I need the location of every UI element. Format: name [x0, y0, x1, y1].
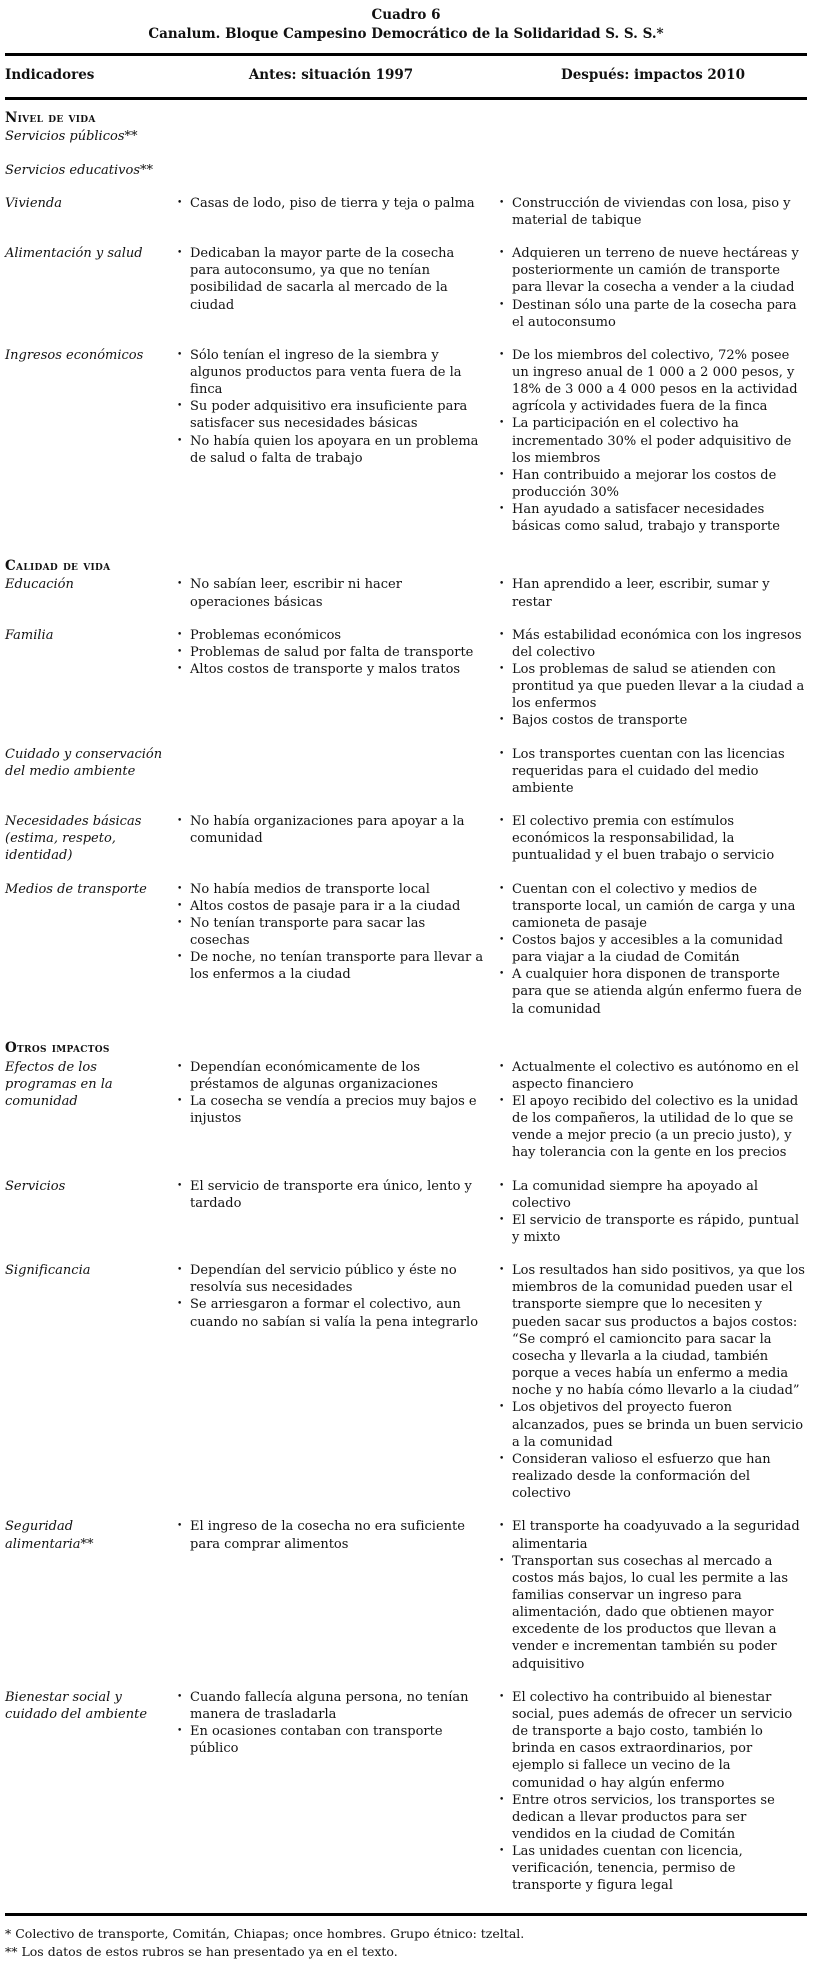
bullet-item — [177, 1296, 485, 1330]
indicator-cell — [5, 1518, 163, 1672]
before-cell — [177, 195, 485, 229]
bullet-item — [177, 1689, 485, 1723]
after-cell — [499, 813, 807, 864]
bullet-icon: • — [499, 1061, 505, 1072]
indicator-cell — [5, 881, 163, 1018]
bullet-text: No sabían leer, escribir ni hacer operaciones básicas — [190, 577, 402, 610]
table-footnotes — [5, 1913, 807, 1963]
bullet-item — [177, 576, 485, 610]
bullet-item — [499, 1792, 807, 1843]
bullet-icon: • — [499, 1846, 505, 1857]
bullet-item — [499, 1553, 807, 1673]
bullet-icon: • — [499, 816, 505, 827]
column-header-indicadores: Indicadores — [5, 66, 95, 83]
after-cell — [499, 162, 807, 179]
after-cell — [499, 1518, 807, 1672]
bullet-text: Consideran valioso el esfuerzo que han realizado desde la conformación del colectivo — [512, 1451, 771, 1502]
bullet-icon: • — [499, 663, 505, 674]
bullet-item — [177, 1178, 485, 1212]
bullet-text: Actualmente el colectivo es autónomo en el aspecto financiero — [512, 1059, 799, 1092]
bullet-text: Han aprendido a leer, escribir, sumar y restar — [512, 577, 770, 610]
bullet-item — [499, 627, 807, 661]
bullet-text: Se arriesgaron a formar el colectivo, aun cuando no sabían si valía la pena integrarlo — [190, 1297, 479, 1330]
bullet-item — [499, 415, 807, 466]
bullet-item — [177, 1059, 485, 1093]
indicator-cell — [5, 1262, 163, 1502]
bullet-item — [499, 881, 807, 932]
bullet-item — [177, 915, 485, 949]
bullet-item — [177, 1723, 485, 1757]
bullet-item — [177, 398, 485, 432]
bullet-item — [499, 661, 807, 712]
bullet-text: Sólo tenían el ingreso de la siembra y algunos productos para venta fuera de la finca — [190, 347, 462, 398]
before-cell — [177, 576, 485, 610]
bullet-text: De los miembros del colectivo, 72% posee un ingreso anual de 1 000 a 2 000 pesos, y 18% de 3 000 a 4 000 pesos en la actividad agrícola y actividades fuera de la finca — [512, 347, 798, 415]
table-row-servicios-publicos — [5, 128, 807, 145]
bullet-item — [499, 1262, 807, 1399]
bullet-text: Han ayudado a satisfacer necesidades básicas como salud, trabajo y transporte — [512, 502, 780, 535]
bullet-text: Los resultados han sido positivos, ya que los miembros de la comunidad pueden usar el transporte siempre que lo necesiten y pueden sacar sus productos a bajos costos: “Se compró el camioncito para sacar la cosecha y llevarla a la ciudad, también porque a veces había un enfermo a media noche y no había cómo llevarlo a la ciudad” — [512, 1263, 805, 1399]
bullet-icon: • — [177, 1095, 183, 1106]
indicator-label: Servicios públicos** — [5, 129, 138, 145]
table-row-seguridad-alimentaria — [5, 1518, 807, 1672]
bullet-icon: • — [499, 1691, 505, 1702]
indicator-cell — [5, 1689, 163, 1895]
indicator-cell — [5, 245, 163, 331]
table-row-educacion — [5, 576, 807, 610]
bullet-text: El servicio de transporte es rápido, puntual y mixto — [512, 1212, 799, 1245]
bullet-item — [499, 1093, 807, 1162]
indicator-cell — [5, 1059, 163, 1162]
bullet-item — [499, 297, 807, 331]
table-row-necesidades-basicas — [5, 813, 807, 864]
bullet-text: Costos bajos y accesibles a la comunidad para viajar a la ciudad de Comitán — [512, 933, 783, 966]
bullet-item — [499, 1399, 807, 1450]
bullet-text: No tenían transporte para sacar las cosechas — [190, 915, 426, 948]
before-cell — [177, 1059, 485, 1162]
table-row-ingresos-economicos — [5, 347, 807, 536]
bullet-text: Problemas de salud por falta de transporte — [190, 644, 474, 660]
bullet-item — [177, 881, 485, 898]
bullet-item — [177, 898, 485, 915]
after-cell — [499, 576, 807, 610]
bullet-icon: • — [177, 197, 183, 208]
bullet-item — [177, 1262, 485, 1296]
bullet-text: La cosecha se vendía a precios muy bajos e injustos — [190, 1093, 477, 1127]
table-row-cuidado-medio-ambiente — [5, 746, 807, 797]
bullet-text: El colectivo premia con estímulos económicos la responsabilidad, la puntualidad y el buen trabajo o servicio — [512, 814, 775, 864]
after-cell — [499, 1059, 807, 1162]
before-cell — [177, 1518, 485, 1672]
bullet-icon: • — [177, 401, 183, 412]
bullet-icon: • — [499, 1794, 505, 1805]
indicator-label: Seguridad alimentaria** — [5, 1519, 94, 1552]
bullet-icon: • — [177, 579, 183, 590]
bullet-item — [177, 195, 485, 212]
table-row-significancia — [5, 1262, 807, 1502]
bullet-item — [177, 347, 485, 398]
after-cell — [499, 746, 807, 797]
bullet-icon: • — [499, 579, 505, 590]
bullet-item — [499, 813, 807, 864]
bullet-text: Dependían del servicio público y éste no resolvía sus necesidades — [190, 1263, 457, 1296]
indicator-label: Servicios — [5, 1178, 66, 1194]
bullet-item — [499, 1451, 807, 1502]
table-row-vivienda — [5, 195, 807, 229]
bullet-icon: • — [177, 349, 183, 360]
bullet-text: Destinan sólo una parte de la cosecha para el autoconsumo — [512, 297, 797, 330]
bullet-icon: • — [177, 663, 183, 674]
table-row-medios-de-transporte — [5, 881, 807, 1018]
bullet-item — [499, 966, 807, 1017]
bullet-text: Las unidades cuentan con licencia, verificación, tenencia, permiso de transporte y figura legal — [512, 1844, 743, 1894]
bullet-item — [177, 1093, 485, 1127]
bullet-item — [499, 1178, 807, 1212]
bullet-item — [499, 576, 807, 610]
bullet-icon: • — [177, 900, 183, 911]
indicator-cell — [5, 576, 163, 610]
bullet-icon: • — [499, 1265, 505, 1276]
bullet-item — [177, 949, 485, 983]
bullet-icon: • — [177, 1180, 183, 1191]
bullet-item — [499, 347, 807, 416]
indicator-label: Cuidado y conservación del medio ambiente — [5, 746, 163, 779]
indicator-label: Efectos de los programas en la comunidad — [5, 1059, 113, 1109]
bullet-item — [177, 433, 485, 467]
after-cell — [499, 1262, 807, 1502]
bullet-text: Adquieren un terreno de nueve hectáreas y posteriormente un camión de transporte para llevar la cosecha a vender a la ciudad — [512, 246, 799, 296]
bullet-text: No había medios de transporte local — [190, 881, 430, 897]
bullet-text: El transporte ha coadyuvado a la seguridad alimentaria — [512, 1519, 800, 1552]
table-caption — [5, 4, 807, 53]
bullet-icon: • — [499, 1453, 505, 1464]
indicator-cell — [5, 627, 163, 730]
column-header-row — [5, 56, 807, 97]
table-body — [5, 100, 807, 1895]
bullet-icon: • — [499, 1095, 505, 1106]
bullet-item — [499, 1212, 807, 1246]
table-title: Canalum. Bloque Campesino Democrático de la Solidaridad S. S. S.* — [148, 25, 664, 42]
bullet-icon: • — [499, 883, 505, 894]
indicator-label: Necesidades básicas (estima, respeto, identidad) — [5, 814, 142, 864]
bullet-icon: • — [177, 1061, 183, 1072]
before-cell — [177, 347, 485, 536]
bullet-icon: • — [177, 646, 183, 657]
bullet-icon: • — [177, 1265, 183, 1276]
bullet-item — [499, 1059, 807, 1093]
bullet-text: Problemas económicos — [190, 627, 342, 643]
bullet-item — [499, 1518, 807, 1552]
indicator-cell — [5, 195, 163, 229]
bullet-icon: • — [177, 248, 183, 259]
bullet-item — [499, 746, 807, 797]
bullet-text: Entre otros servicios, los transportes se dedican a llevar productos para ser vendidos en la ciudad de Comitán — [512, 1792, 775, 1842]
bullet-icon: • — [499, 1402, 505, 1413]
bullet-text: Altos costos de transporte y malos tratos — [190, 661, 461, 677]
table-row-familia — [5, 627, 807, 730]
bullet-text: Cuando fallecía alguna persona, no tenían manera de trasladarla — [190, 1689, 469, 1722]
indicator-label: Alimentación y salud — [5, 246, 143, 262]
section-heading-calidad-de-vida: Calidad de vida — [5, 557, 111, 574]
bullet-icon: • — [499, 969, 505, 980]
bullet-text: Cuentan con el colectivo y medios de transporte local, un camión de carga y una camioneta de pasaje — [512, 881, 796, 931]
bullet-text: Los objetivos del proyecto fueron alcanzados, pues se brinda un buen servicio a la comunidad — [512, 1400, 804, 1450]
table-number: Cuadro 6 — [371, 7, 441, 23]
after-cell — [499, 1689, 807, 1895]
bullet-item — [177, 813, 485, 847]
indicator-cell — [5, 813, 163, 864]
before-cell — [177, 1689, 485, 1895]
before-cell — [177, 881, 485, 1018]
bullet-icon: • — [499, 1555, 505, 1566]
bullet-icon: • — [499, 1214, 505, 1225]
bullet-item — [499, 245, 807, 296]
column-header-antes: Antes: situación 1997 — [248, 66, 414, 83]
bullet-item — [499, 195, 807, 229]
bullet-icon: • — [499, 1521, 505, 1532]
bullet-item — [499, 932, 807, 966]
bullet-icon: • — [499, 504, 505, 515]
indicator-label: Servicios educativos** — [5, 162, 154, 178]
table-row-bienestar-social — [5, 1689, 807, 1895]
after-cell — [499, 195, 807, 229]
bullet-icon: • — [499, 1180, 505, 1191]
bullet-text: El servicio de transporte era único, lento y tardado — [190, 1178, 472, 1211]
bullet-item — [177, 661, 485, 678]
bullet-item — [177, 1518, 485, 1552]
bullet-item — [499, 1843, 807, 1894]
bullet-icon: • — [177, 816, 183, 827]
bullet-icon: • — [499, 715, 505, 726]
bullet-icon: • — [499, 349, 505, 360]
bullet-text: Dependían económicamente de los préstamos de algunas organizaciones — [190, 1059, 438, 1092]
bullet-text: El colectivo ha contribuido al bienestar social, pues además de ofrecer un servicio de transporte a bajo costo, también lo brinda en casos extraordinarios, por ejemplo si fallece un vecino de la comunidad o hay algún enfermo — [512, 1689, 793, 1791]
bullet-icon: • — [177, 1726, 183, 1737]
bullet-icon: • — [499, 197, 505, 208]
before-cell — [177, 128, 485, 145]
bullet-item — [177, 644, 485, 661]
bullet-text: En ocasiones contaban con transporte público — [190, 1724, 443, 1757]
bullet-text: Altos costos de pasaje para ir a la ciudad — [190, 898, 461, 914]
bullet-icon: • — [499, 469, 505, 480]
before-cell — [177, 1262, 485, 1502]
bullet-icon: • — [177, 1691, 183, 1702]
bullet-text: De noche, no tenían transporte para llevar a los enfermos a la ciudad — [190, 950, 484, 983]
bullet-icon: • — [499, 418, 505, 429]
indicator-label: Educación — [5, 577, 74, 593]
footnote-asterisk: * Colectivo de transporte, Comitán, Chiapas; once hombres. Grupo étnico: tzeltal. — [5, 1925, 525, 1941]
indicator-label: Ingresos económicos — [5, 347, 144, 363]
table-row-servicios — [5, 1178, 807, 1247]
after-cell — [499, 245, 807, 331]
bullet-text: Han contribuido a mejorar los costos de producción 30% — [512, 467, 777, 501]
before-cell — [177, 245, 485, 331]
bullet-text: Dedicaban la mayor parte de la cosecha para autoconsumo, ya que no tenían posibilidad de sacarla al mercado de la ciudad — [190, 246, 455, 313]
bullet-item — [177, 627, 485, 644]
before-cell — [177, 1178, 485, 1247]
bullet-text: La comunidad siempre ha apoyado al colectivo — [512, 1178, 759, 1211]
table-row-servicios-educativos — [5, 162, 807, 179]
section-heading-nivel-de-vida: Nivel de vida — [5, 109, 96, 126]
before-cell — [177, 813, 485, 864]
indicator-cell — [5, 746, 163, 797]
bullet-item — [499, 712, 807, 729]
bullet-icon: • — [499, 748, 505, 759]
indicator-cell — [5, 347, 163, 536]
bullet-text: Más estabilidad económica con los ingresos del colectivo — [512, 627, 802, 660]
bullet-item — [499, 501, 807, 535]
bullet-text: No había quien los apoyara en un problema de salud o falta de trabajo — [190, 433, 479, 466]
bullet-text: La participación en el colectivo ha incrementado 30% el poder adquisitivo de los miembros — [512, 416, 792, 466]
bullet-text: Construcción de viviendas con losa, piso y material de tabique — [512, 195, 791, 228]
bullet-text: A cualquier hora disponen de transporte para que se atienda algún enfermo fuera de la comunidad — [512, 967, 802, 1017]
bullet-text: No había organizaciones para apoyar a la comunidad — [190, 814, 465, 847]
bullet-icon: • — [177, 629, 183, 640]
bullet-text: Los problemas de salud se atienden con prontitud ya que pueden llevar a la ciudad a los enfermos — [512, 661, 805, 712]
bullet-item — [499, 1689, 807, 1792]
bullet-icon: • — [499, 629, 505, 640]
bullet-icon: • — [177, 435, 183, 446]
section-heading-otros-impactos: Otros impactos — [5, 1039, 110, 1056]
after-cell — [499, 347, 807, 536]
indicator-label: Bienestar social y cuidado del ambiente — [5, 1689, 148, 1722]
indicator-cell — [5, 128, 163, 145]
indicator-label: Vivienda — [5, 195, 62, 211]
footnote-double-asterisk: ** Los datos de estos rubros se han presentado ya en el texto. — [5, 1944, 398, 1960]
bullet-icon: • — [177, 1299, 183, 1310]
after-cell — [499, 128, 807, 145]
after-cell — [499, 627, 807, 730]
bullet-icon: • — [177, 883, 183, 894]
bullet-icon: • — [177, 952, 183, 963]
table-row-efectos-programas — [5, 1059, 807, 1162]
bullet-text: Casas de lodo, piso de tierra y teja o palma — [190, 195, 475, 211]
before-cell — [177, 746, 485, 797]
bullet-icon: • — [177, 1521, 183, 1532]
bullet-text: El apoyo recibido del colectivo es la unidad de los compañeros, la utilidad de lo que se vende a mejor precio (a un precio justo), y hay tolerancia con la gente en los precios — [512, 1093, 799, 1161]
bullet-text: Transportan sus cosechas al mercado a costos más bajos, lo cual les permite a las familias conservar un ingreso para alimentación, dado que obtienen mayor excedente de los productos que llevan a vender e incrementan también su poder adquisitivo — [512, 1553, 789, 1672]
indicator-label: Familia — [5, 627, 54, 643]
bullet-text: Bajos costos de transporte — [512, 713, 688, 729]
indicator-label: Medios de transporte — [5, 881, 147, 897]
after-cell — [499, 881, 807, 1018]
before-cell — [177, 627, 485, 730]
bullet-text: Su poder adquisitivo era insuficiente para satisfacer sus necesidades básicas — [190, 399, 468, 432]
before-cell — [177, 162, 485, 179]
bullet-item — [499, 467, 807, 501]
column-header-despues: Después: impactos 2010 — [561, 66, 745, 83]
bullet-icon: • — [177, 917, 183, 928]
bullet-icon: • — [499, 299, 505, 310]
bullet-text: Los transportes cuentan con las licencias requeridas para el cuidado del medio ambiente — [512, 746, 785, 796]
after-cell — [499, 1178, 807, 1247]
indicator-cell — [5, 162, 163, 179]
bullet-item — [177, 245, 485, 314]
bullet-icon: • — [499, 935, 505, 945]
table-row-alimentacion-y-salud — [5, 245, 807, 331]
bullet-icon: • — [499, 248, 505, 259]
indicator-cell — [5, 1178, 163, 1247]
bullet-text: El ingreso de la cosecha no era suficiente para comprar alimentos — [190, 1519, 465, 1552]
indicator-label: Significancia — [5, 1263, 91, 1279]
